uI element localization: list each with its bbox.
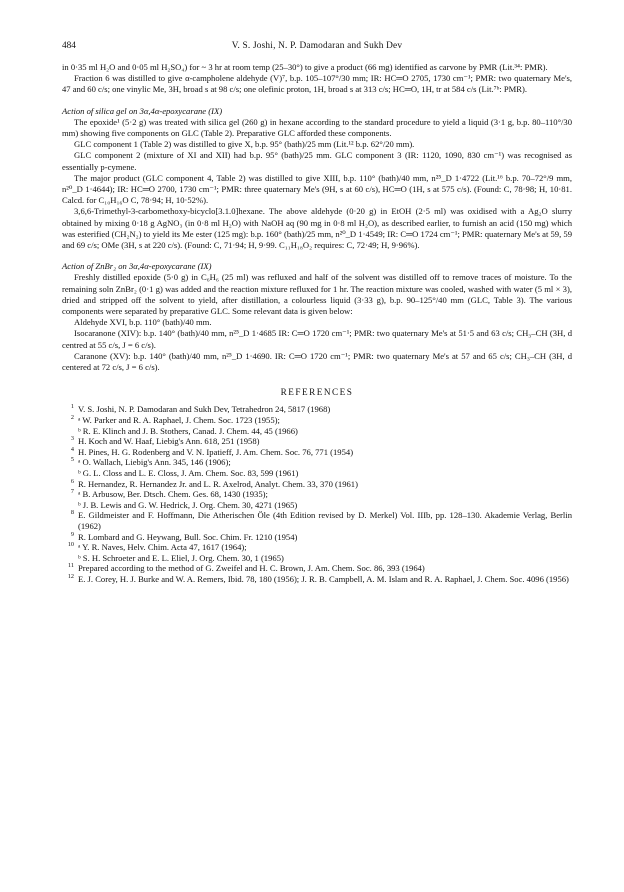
paragraph-major-product: The major product (GLC component 4, Table 2) was distilled to give XIII, b.p. 110° (bath)/40 mm, n²⁵_D 1·4722 (Lit.¹⁶ b.p. 70–72°/9 mm, n²⁰_D 1·4644); IR: HC═O 2700, 1730 cm⁻¹; PMR: three quaternary Me's (9H, s at 60 c/s), HC═O (1H, s at 575 c/s). (Found: C, 78·98; H, 10·81. Calcd. for C₁₀H₁₆O C, 78·94; H, 10·52%). — [62, 172, 572, 206]
reference-text: ᵃ Y. R. Naves, Helv. Chim. Acta 47, 1617 (1964); — [78, 542, 247, 553]
reference-text: ᵃ O. Wallach, Liebig's Ann. 345, 146 (1906); — [78, 457, 231, 468]
reference-item — [62, 447, 572, 458]
reference-number: 6 — [70, 477, 74, 485]
section-heading-silica-gel: Action of silica gel on 3α,4α-epoxycarane (IX) — [62, 105, 223, 116]
reference-item — [62, 468, 572, 479]
reference-number: 1 — [70, 403, 74, 411]
paragraph-epoxide-treatment: The epoxide¹ (5·2 g) was treated with silica gel (260 g) in hexane according to the standard procedure to yield a liquid (3·1 g, b.p. 80–110°/30 mm) showing five components on GLC (Table 2). Preparative GLC afforded these components. — [62, 116, 572, 139]
reference-text: ᵃ W. Parker and R. A. Raphael, J. Chem. Soc. 1723 (1955); — [78, 415, 280, 426]
reference-item — [62, 563, 572, 574]
reference-text: H. Koch and W. Haaf, Liebig's Ann. 618, 251 (1958) — [78, 436, 260, 447]
reference-number: 8 — [70, 509, 74, 517]
reference-text: R. Lombard and G. Heywang, Bull. Soc. Chim. Fr. 1210 (1954) — [78, 531, 298, 542]
references-heading: REFERENCES — [280, 387, 354, 398]
reference-text: ᵇ G. L. Closs and L. E. Closs, J. Am. Chem. Soc. 83, 599 (1961) — [78, 468, 299, 479]
reference-item — [62, 426, 572, 437]
reference-text: E. Gildmeister and F. Hoffmann, Die Atherischen Öle (4th Edition revised by D. Merkel) Vol. IIIb, pp. 128–130. Akademie Verlag, Berlin (1962) — [78, 510, 572, 532]
reference-item — [62, 457, 572, 468]
reference-number: 12 — [67, 572, 74, 580]
paragraph-glc-component-2: GLC component 2 (mixture of XI and XII) had b.p. 95° (bath)/25 mm. GLC component 3 (IR: 1120, 1090, 830 cm⁻¹) was recognised as essentially p-cymene. — [62, 150, 572, 172]
reference-item — [62, 553, 572, 564]
reference-number: 9 — [70, 530, 74, 538]
references-list — [62, 404, 572, 584]
reference-number: 11 — [68, 562, 74, 570]
reference-item — [62, 404, 572, 415]
section-heading-znbr2: Action of ZnBr₂ on 3α,4α-epoxycarane (IX) — [62, 261, 212, 272]
reference-item — [62, 500, 572, 511]
paragraph-fraction-6: Fraction 6 was distilled to give α-campholene aldehyde (V)⁷, b.p. 105–107°/30 mm; IR: HC═O 2705, 1730 cm⁻¹; PMR: two quaternary Me's, 47 and 60 c/s; one vinylic Me, 3H, broad s at 98 c/s; one olefinic proton, 1H, broad s at 313 c/s; HC═O, 1H, tr at 584 c/s (Lit.⁷ᵇ: PMR). — [62, 73, 572, 95]
paragraph-isocaranone: Isocaranone (XIV): b.p. 140° (bath)/40 mm, n²⁵_D 1·4685 IR: C═O 1720 cm⁻¹; PMR: two quaternary Me's at 51·5 and 63 c/s; CH₃–CH (3H, d centred at 55 c/s, J = 6 c/s). — [62, 328, 572, 350]
reference-number: 3 — [70, 435, 74, 443]
reference-text: ᵃ B. Arbusow, Ber. Dtsch. Chem. Ges. 68, 1430 (1935); — [78, 489, 268, 500]
reference-number: 2 — [70, 414, 74, 422]
reference-item — [62, 574, 572, 585]
paragraph-carvone: in 0·35 ml H₂O and 0·05 ml H₂SO₄) for ~ 3 hr at room temp (25–30°) to give a product (66 mg) identified as carvone by PMR (Lit.³⁴: PMR). — [62, 62, 548, 72]
reference-item — [62, 479, 572, 490]
reference-text: ᵇ R. E. Klinch and J. B. Stothers, Canad. J. Chem. 44, 45 (1966) — [78, 425, 298, 436]
paragraph-aldehyde-xvi: Aldehyde XVI, b.p. 110° (bath)/40 mm. — [74, 317, 212, 328]
reference-item — [62, 436, 572, 447]
reference-item — [62, 510, 572, 531]
reference-item — [62, 415, 572, 426]
reference-item — [62, 532, 572, 543]
reference-text: R. Hernandez, R. Hernandez Jr. and L. R. Axelrod, Analyt. Chem. 33, 370 (1961) — [78, 478, 358, 489]
paragraph-caranone: Caranone (XV): b.p. 140° (bath)/40 mm, n²⁵_D 1·4690. IR: C═O 1720 cm⁻¹; PMR: two quaternary Me's at 57 and 65 c/s; CH₃–CH (3H, d centered at 72 c/s, J = 6 c/s). — [62, 350, 572, 373]
reference-number: 7 — [70, 488, 74, 496]
reference-text: H. Pines, H. G. Rodenberg and V. N. Ipatieff, J. Am. Chem. Soc. 76, 771 (1954) — [78, 446, 354, 457]
reference-text: ᵇ J. B. Lewis and G. W. Hedrick, J. Org. Chem. 30, 4271 (1965) — [78, 499, 298, 510]
reference-text: E. J. Corey, H. J. Burke and W. A. Remers, Ibid. 78, 180 (1956); J. R. B. Campbell, A. M. Islam and R. A. Raphael, J. Chem. Soc. 4096 (1956) — [78, 573, 569, 584]
reference-item — [62, 542, 572, 553]
reference-number: 4 — [70, 445, 74, 453]
paragraph-trimethyl-bicyclohexane: 3,6,6-Trimethyl-3-carbomethoxy-bicyclo[3.1.0]hexane. The above aldehyde (0·20 g) in EtOH (2·5 ml) was oxidised with a Ag₂O slurry obtained by mixing 0·18 g AgNO₃ (in 0·8 ml H₂O) with NaOH aq (90 mg in 0·8 ml H₂O), as described earlier, to furnish an acid (150 mg) which was esterified (CH₂N₂) to yield its Me ester (125 mg): b.p. 160° (bath)/25 mm, n²⁰_D 1·4549; IR: C═O 1724 cm⁻¹; PMR: quaternary Me's at 59, 59 and 69 c/s; OMe (3H, s at 220 c/s). (Found: C, 71·94; H, 9·99. C₁₁H₁₈O₂ requires: C, 72·49; H, 9·96%). — [62, 206, 572, 251]
page-number: 484 — [62, 41, 76, 51]
paragraph-glc-component-1: GLC component 1 (Table 2) was distilled to give X, b.p. 95° (bath)/25 mm (Lit.¹² b.p. 62°/20 mm). — [74, 139, 415, 150]
reference-text: ᵇ S. H. Schroeter and E. L. Eliel, J. Org. Chem. 30, 1 (1965) — [78, 552, 284, 563]
running-head: V. S. Joshi, N. P. Damodaran and Sukh Dev — [231, 41, 403, 51]
reference-item — [62, 489, 572, 500]
reference-text: V. S. Joshi, N. P. Damodaran and Sukh Dev, Tetrahedron 24, 5817 (1968) — [78, 404, 331, 415]
reference-text: Prepared according to the method of G. Zweifel and H. C. Brown, J. Am. Chem. Soc. 86, 393 (1964) — [78, 563, 425, 574]
reference-number: 5 — [70, 456, 74, 464]
paragraph-znbr2-reaction: Freshly distilled epoxide (5·0 g) in C₆H₆ (25 ml) was refluxed and half of the solvent was distilled off to remove traces of moisture. To the remaining soln ZnBr₂ (0·1 g) was added and the reaction mixture refluxed for 1 hr. The reaction mixture was cooled, washed with water (5 ml × 3), dried and stripped off the solvent to yield, after distillation, a colourless liquid (3·33 g), b.p. 90–125°/40 mm (GLC, Table 3). The various components were separated by preparative GLC. Some relevant data is given below: — [62, 272, 572, 317]
page-header — [62, 41, 572, 53]
reference-number: 10 — [67, 541, 74, 549]
article-body — [62, 62, 572, 585]
